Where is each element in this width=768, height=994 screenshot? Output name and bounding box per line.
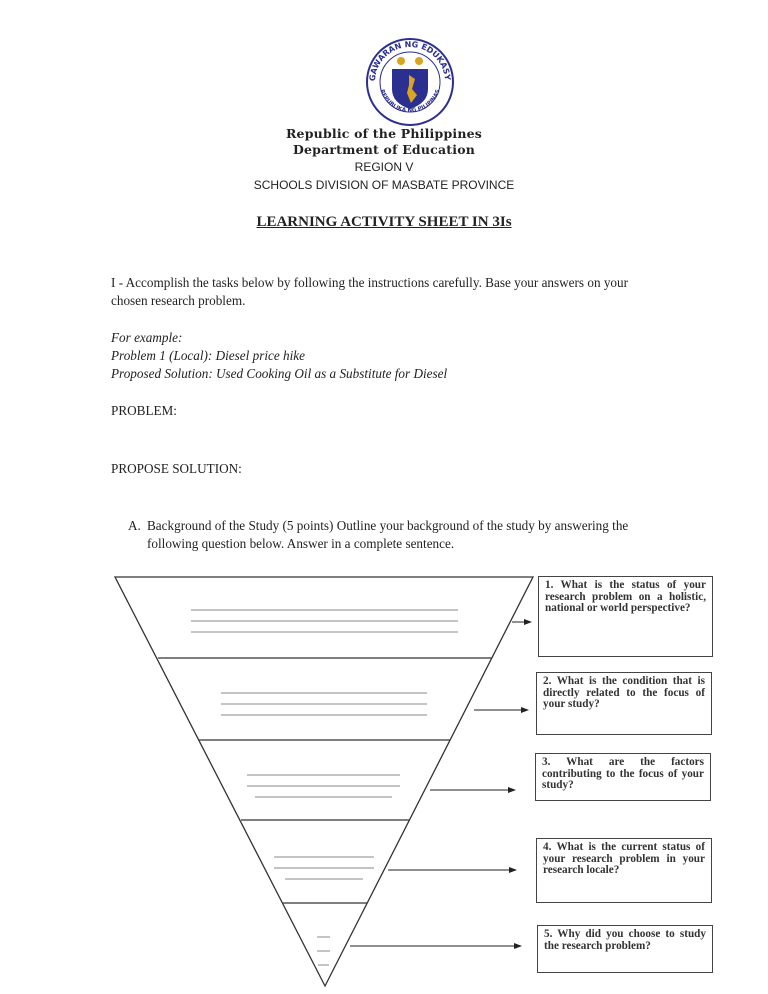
section-a-marker: A. (128, 518, 141, 533)
instructions-line-2: chosen research problem. (111, 293, 246, 308)
division-heading: SCHOOLS DIVISION OF MASBATE PROVINCE (253, 178, 515, 192)
example-problem: Problem 1 (Local): Diesel price hike (111, 348, 305, 363)
question-box-4: 4. What is the current status of your research problem in your research locale? (536, 838, 712, 903)
question-box-3: 3. What are the factors contributing to the focus of your study? (535, 753, 711, 801)
problem-label: PROBLEM: (111, 403, 177, 418)
section-a-line-2: following question below. Answer in a complete sentence. (147, 536, 455, 551)
region-heading: REGION V (354, 160, 414, 174)
svg-text:REPUBLIKA NG PILIPINAS: REPUBLIKA NG PILIPINAS (378, 88, 442, 115)
republic-heading: Republic of the Philippines (285, 126, 483, 141)
question-box-5: 5. Why did you choose to study the research problem? (537, 925, 713, 973)
question-box-2: 2. What is the condition that is directly related to the focus of your study? (536, 672, 712, 735)
question-box-1: 1. What is the status of your research problem on a holistic, national or world perspective? (538, 576, 713, 657)
example-solution: Proposed Solution: Used Cooking Oil as a Substitute for Diesel (111, 366, 448, 381)
example-label: For example: (111, 330, 183, 345)
instructions-line-1: I - Accomplish the tasks below by following the instructions carefully. Base your answers on your (111, 275, 629, 290)
page-title: LEARNING ACTIVITY SHEET IN 3Is (256, 214, 512, 230)
svg-text:KAGAWARAN NG EDUKASYON: GAWARAN NG EDUKASY (367, 39, 453, 82)
pyramid-outline (115, 577, 533, 986)
section-a-line-1: Background of the Study (5 points) Outline your background of the study by answering the (147, 518, 629, 533)
department-heading: Department of Education (292, 142, 476, 157)
solution-label: PROPOSE SOLUTION: (111, 461, 242, 476)
